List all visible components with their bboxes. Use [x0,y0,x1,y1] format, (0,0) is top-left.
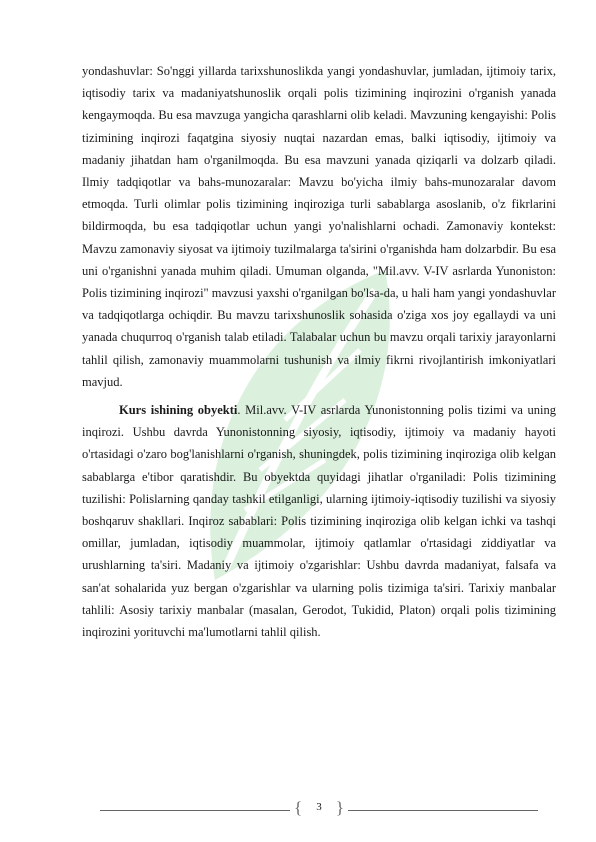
document-body [82,60,556,643]
footer-divider-right [348,810,538,811]
left-brace-icon: { [294,798,303,817]
page-footer [100,798,538,818]
page-number: 3 [316,801,322,813]
paragraph-2 [82,399,556,643]
right-brace-icon: } [335,798,344,817]
course-object-text: . Mil.avv. V-IV asrlarda Yunonistonning polis tizimi va uning inqirozi. Ushbu davrda Yunonistonning siyosiy, iqtisodiy, ijtimoiy va madaniy hayoti o'rtasidagi o'zaro bog'lanishlarni o'rganish, shuningdek, polis tizimining inqiroziga olib kelgan sabablarga e'tibor qaratishdir. Bu obyektda quyidagi jihatlar o'rganiladi: Polis tizimining tuzilishi: Polislarning qanday tashkil etilganligi, ularning ijtimoiy-iqtisodiy tuzilishi va siyosiy boshqaruv shakllari. Inqiroz sabablari: Polis tizimining inqiroziga olib kelgan ichki va tashqi omillar, jumladan, iqtisodiy muammolar, ijtimoiy qatlamlar o'rtasidagi ziddiyatlar va urushlarning ta'siri. Madaniy va ijtimoiy o'zgarishlar: Ushbu davrda madaniyat, falsafa va san'at sohalarida yuz bergan o'zgarishlar va ularning polis tizimiga ta'siri. Tarixiy manbalar tahlili: Asosiy tarixiy manbalar (masalan, Gerodot, Tukidid, Platon) orqali polis tizimining inqirozini yorituvchi ma'lumotlarni tahlil qilish. [82,403,556,640]
paragraph-1: yondashuvlar: So'nggi yillarda tarixshunoslikda yangi yondashuvlar, jumladan, ijtimoiy tarix, iqtisodiy tarix va madaniyatshunoslik orqali polis tizimining inqirozini o'rganish yanada kengaymoqda. Bu esa mavzuga yangicha qarashlarni olib keladi. Mavzuning kengayishi: Polis tizimining inqirozi faqatgina siyosiy nuqtai nazardan emas, balki iqtisodiy, ijtimoiy va madaniy jihatdan ham o'rganilmoqda. Bu esa mavzuni yanada qiziqarli va dolzarb qiladi. Ilmiy tadqiqotlar va bahs-munozaralar: Mavzu bo'yicha ilmiy bahs-munozaralar davom etmoqda. Turli olimlar polis tizimining inqiroziga turli sabablarga asoslanib, o'z fikrlarini bildirmoqda, bu esa tadqiqotlar uchun yangi yo'nalishlarni ochadi. Zamonaviy kontekst: Mavzu zamonaviy siyosat va ijtimoiy tuzilmalarga ta'sirini o'rganishda ham dolzarbdir. Bu esa uni o'rganishni yanada muhim qiladi. Umuman olganda, "Mil.avv. V-IV asrlarda Yunoniston: Polis tizimining inqirozi" mavzusi yaxshi o'rganilgan bo'lsa-da, u hali ham yangi yondashuvlar va tadqiqotlarga ochiqdir. Bu mavzu tarixshunoslik sohasida o'ziga xos joy egallaydi va uni yanada chuqurroq o'rganish talab etiladi. Talabalar uchun bu mavzu orqali tarixiy jarayonlarni tahlil qilish, zamonaviy muammolarni tushunish va ilmiy fikrni rivojlantirish imkoniyatlari mavjud. [82,64,556,389]
course-object-heading: Kurs ishining obyekti [119,403,238,418]
